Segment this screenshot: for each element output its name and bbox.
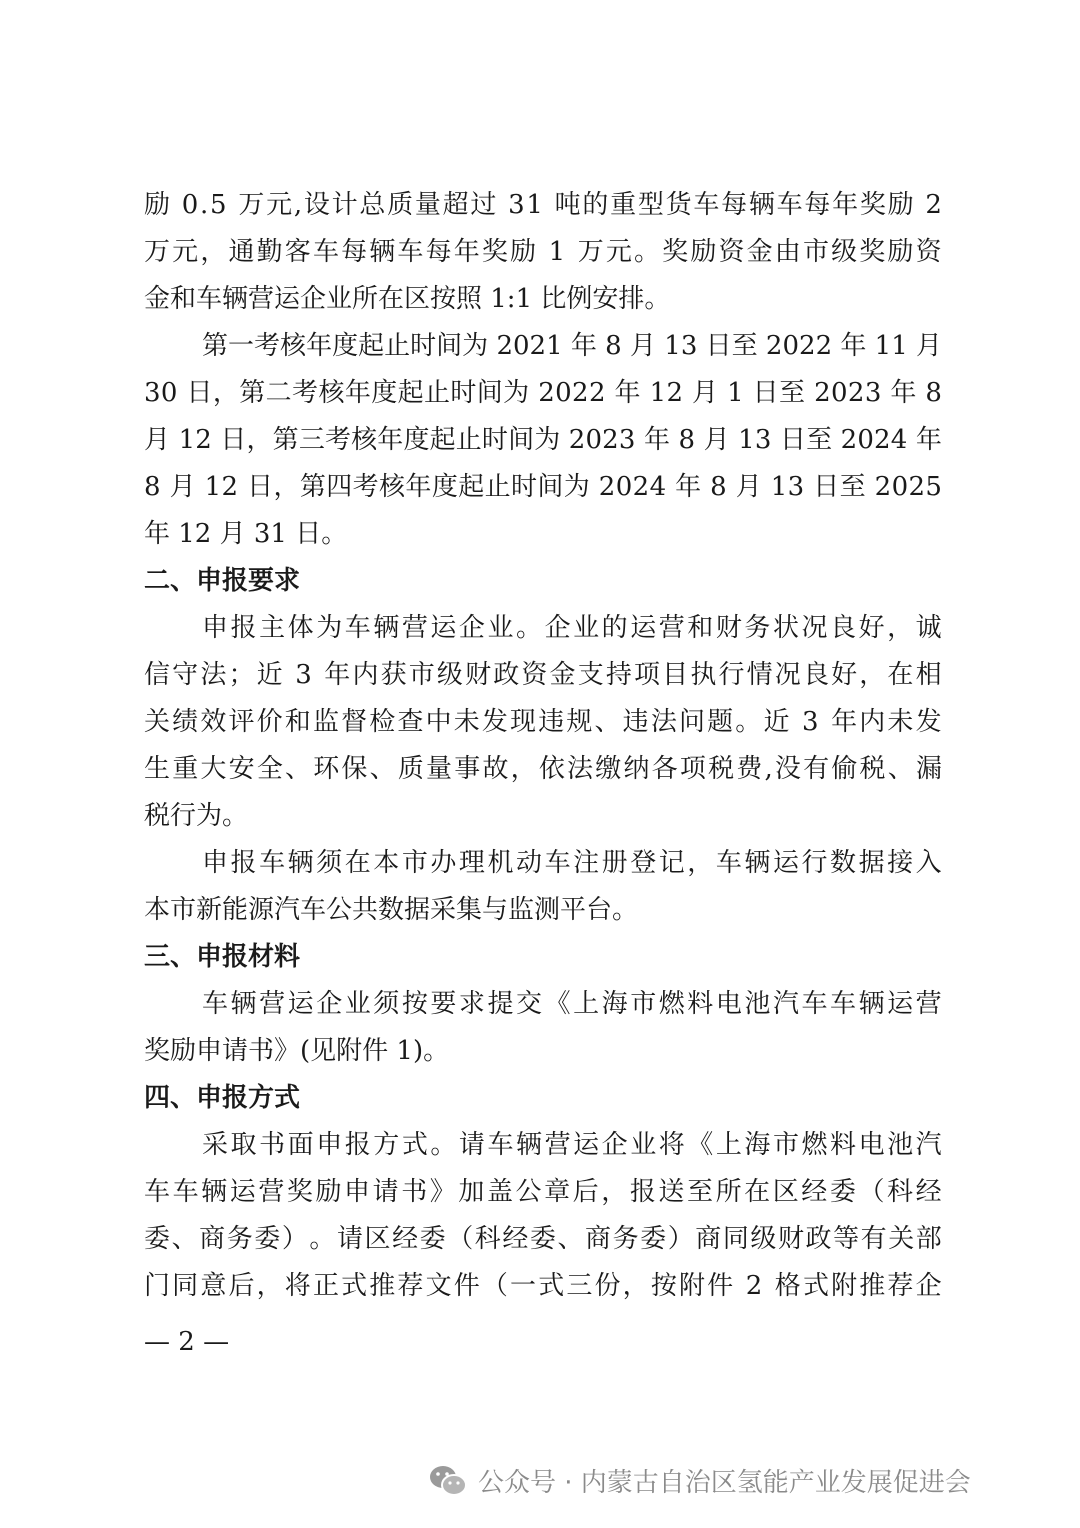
text-line: 申 报 主 体 为 车 辆 营 运 企 业 。 企 业 的 运 营 和 财 务 状 况 良 好 ， 诚 xyxy=(202,613,942,643)
text-line: 第 一 考 核 年 度 起 止 时 间 为 2 0 2 1 年 8 月 1 3 日 至 2 0 2 2 年 1 1 月 xyxy=(202,331,943,361)
watermark xyxy=(428,1462,971,1499)
text-line: 信 守 法 ； 近 3 年 内 获 市 级 财 政 资 金 支 持 项 目 执 行 情 况 良 好 ， 在 相 xyxy=(144,660,942,690)
section-heading: 三、申报材料 xyxy=(144,942,301,972)
text-line: 委 、 商 务 委 ） 。 请 区 经 委 （ 科 经 委 、 商 务 委 ） 商 同 级 财 政 等 有 关 部 xyxy=(144,1224,942,1254)
text-line: 门 同 意 后 ， 将 正 式 推 荐 文 件 （ 一 式 三 份 ， 按 附 件 2 格 式 附 推 荐 企 xyxy=(144,1271,942,1301)
section-heading: 二、申报要求 xyxy=(144,566,301,596)
text-line: 关 绩 效 评 价 和 监 督 检 查 中 未 发 现 违 规 、 违 法 问 题 。 近 3 年 内 未 发 xyxy=(144,707,942,737)
text-line: 奖励申请书》(见附件 1)。 xyxy=(144,1036,450,1066)
text-line: 金和车辆营运企业所在区按照 1:1 比例安排。 xyxy=(144,284,671,314)
text-line: 税行为。 xyxy=(144,801,249,831)
text-line: 励 0 . 5 万 元 , 设 计 总 质 量 超 过 3 1 吨 的 重 型 货 车 每 辆 车 每 年 奖 励 2 xyxy=(144,190,942,220)
section-heading: 四、申报方式 xyxy=(144,1083,301,1113)
text-line: 年 12 月 31 日。 xyxy=(144,519,348,549)
page-number: — 2 — xyxy=(144,1327,230,1357)
document-body xyxy=(144,182,942,1310)
text-line: 申 报 车 辆 须 在 本 市 办 理 机 动 车 注 册 登 记 ， 车 辆 运 行 数 据 接 入 xyxy=(202,848,942,878)
text-line: 采 取 书 面 申 报 方 式 。 请 车 辆 营 运 企 业 将 《 上 海 市 燃 料 电 池 汽 xyxy=(202,1130,942,1160)
wechat-icon xyxy=(428,1464,468,1498)
text-line: 月 1 2 日 ， 第 三 考 核 年 度 起 止 时 间 为 2 0 2 3 年 8 月 1 3 日 至 2 0 2 4 年 xyxy=(144,425,942,455)
text-line: 车 车 辆 运 营 奖 励 申 请 书 》 加 盖 公 章 后 ， 报 送 至 所 在 区 经 委 （ 科 经 xyxy=(144,1177,942,1207)
text-line: 本市新能源汽车公共数据采集与监测平台。 xyxy=(144,895,639,925)
text-line: 车 辆 营 运 企 业 须 按 要 求 提 交 《 上 海 市 燃 料 电 池 汽 车 车 辆 运 营 xyxy=(202,989,942,1019)
text-line: 8 月 1 2 日 ， 第 四 考 核 年 度 起 止 时 间 为 2 0 2 4 年 8 月 1 3 日 至 2 0 2 5 xyxy=(144,472,942,502)
text-line: 生 重 大 安 全 、 环 保 、 质 量 事 故 ， 依 法 缴 纳 各 项 税 费 , 没 有 偷 税 、 漏 xyxy=(144,754,942,784)
watermark-text: 公众号 · 内蒙古自治区氢能产业发展促进会 xyxy=(478,1468,971,1498)
text-line: 万 元 ， 通 勤 客 车 每 辆 车 每 年 奖 励 1 万 元 。 奖 励 资 金 由 市 级 奖 励 资 xyxy=(144,237,942,267)
text-line: 3 0 日 ， 第 二 考 核 年 度 起 止 时 间 为 2 0 2 2 年 1 2 月 1 日 至 2 0 2 3 年 8 xyxy=(144,378,942,408)
